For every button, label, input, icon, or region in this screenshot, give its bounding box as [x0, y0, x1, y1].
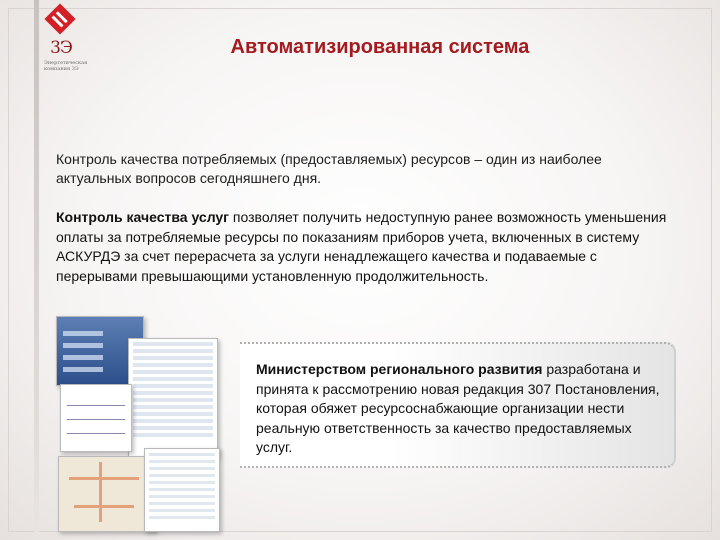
- left-decor-bar: [34, 0, 39, 540]
- screenshot-graph-window: [60, 384, 132, 452]
- quality-paragraph: [56, 208, 676, 286]
- callout-text: [256, 360, 660, 458]
- intro-paragraph: Контроль качества потребляемых (предоставляемых) ресурсов – один из наиболее актуальных вопросов сегодняшнего дня.: [56, 151, 602, 186]
- screenshot-map-window: [58, 456, 156, 532]
- slide-title: Автоматизированная система: [230, 36, 530, 58]
- screenshot-report-window: [144, 448, 220, 532]
- red-diamond-logo-icon: [44, 3, 75, 34]
- company-logo: [44, 4, 88, 80]
- callout-bold: Министерством регионального развития: [256, 361, 543, 377]
- logo-mark: 3Э: [50, 38, 72, 58]
- ministry-callout-box: [240, 342, 676, 468]
- quality-paragraph-bold: Контроль качества услуг: [56, 209, 230, 225]
- software-screenshots-collage: [56, 316, 226, 532]
- logo-caption: Энергетическая компания 3Э: [44, 60, 88, 72]
- screenshot-table-window: [128, 338, 218, 458]
- quality-paragraph-text: позволяет получить недоступную ранее возможность уменьшения оплаты за потребляемые ресурсы по показаниям приборов учета, включенных в систему АСКУРДЭ за счет перерасчета за услуги ненадлежащего качества и подаваемые с перерывами превышающими установленную продолжительность.: [56, 209, 667, 284]
- callout-body: разработана и принята к рассмотрению новая редакция 307 Постановления, которая обяжет ресурсоснабжающие организации нести реальную ответственность за качество предоставляемых услуг.: [256, 361, 660, 455]
